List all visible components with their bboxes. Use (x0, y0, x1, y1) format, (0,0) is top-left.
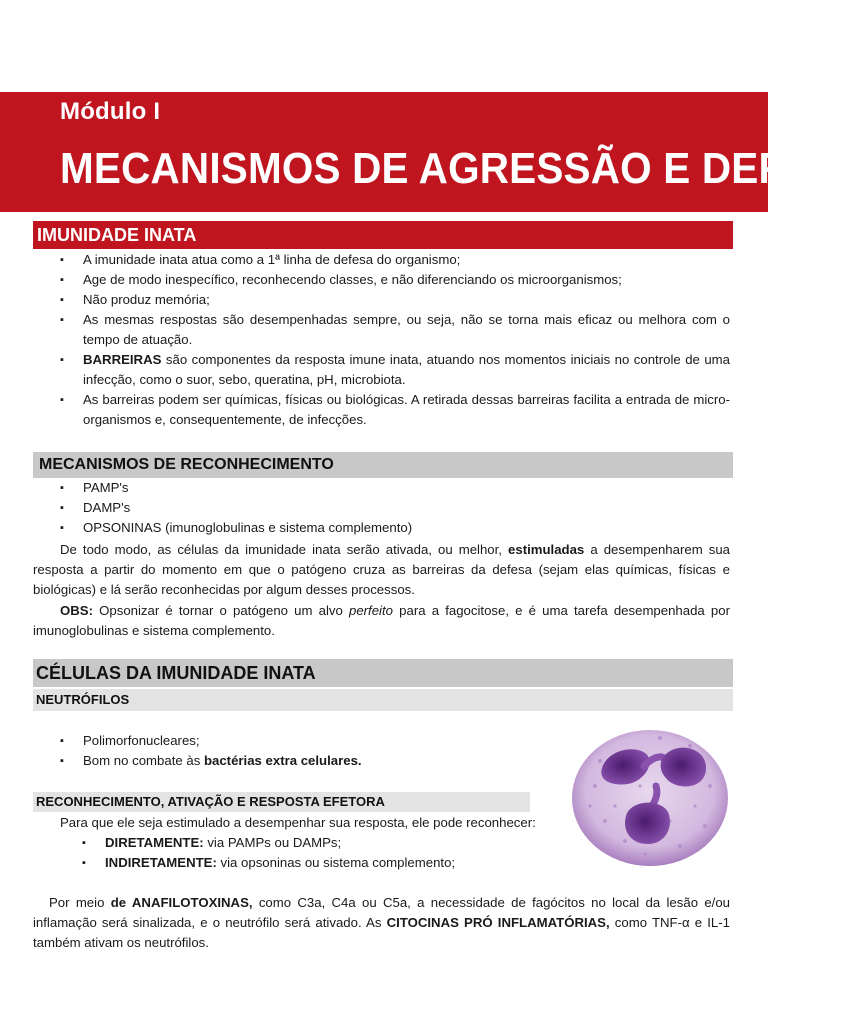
paragraph-estimuladas: De todo modo, as células da imunidade inata serão ativada, ou melhor, estimuladas a desempenharem sua resposta a partir do momento em que o patógeno cruza as barreiras da defesa (sejam elas químicas, físicas e biológicas) e lá serão reconhecidas por algum desses processos. (33, 542, 730, 597)
list-item: ▪ DIRETAMENTE: via PAMPs ou DAMPs; (82, 833, 522, 853)
reconhecimento-list (60, 478, 730, 538)
intro-reconhecer: Para que ele seja estimulado a desempenhar sua resposta, ele pode reconhecer: (60, 815, 536, 830)
list-item: ▪ Age de modo inespecífico, reconhecendo classes, e não diferenciando os microorganismos; (60, 270, 730, 290)
paragraph-anafilotoxinas: Por meio de ANAFILOTOXINAS, como C3a, C4a ou C5a, a necessidade de fagócitos no local da lesão e/ou inflamação será sinalizada, e o neutrófilo será ativado. As CITOCINAS PRÓ INFLAMATÓRIAS, como TNF-α e IL-1 também ativam os neutrófilos. (33, 895, 730, 950)
section-heading-celulas: CÉLULAS DA IMUNIDADE INATA (33, 659, 733, 687)
list-item: ▪ PAMP's (60, 478, 730, 498)
title-banner (0, 92, 867, 212)
list-item: ▪ Não produz memória; (60, 290, 730, 310)
page-title: MECANISMOS DE AGRESSÃO E DEFESA (60, 144, 867, 193)
module-label: Módulo I (60, 98, 161, 125)
obs-label: OBS: (60, 603, 93, 618)
reconhecimento-sub-list (82, 833, 522, 873)
subheading-reconhecimento: RECONHECIMENTO, ATIVAÇÃO E RESPOSTA EFETORA (33, 792, 530, 812)
list-item: ▪ INDIRETAMENTE: via opsoninas ou sistema complemento; (82, 853, 522, 873)
list-item: ▪ BARREIRAS são componentes da resposta imune inata, atuando nos momentos iniciais no controle de uma infecção, como o suor, sebo, queratina, pH, microbiota. (60, 350, 730, 390)
imunidade-inata-list (60, 250, 730, 430)
paragraph-obs: OBS: Opsonizar é tornar o patógeno um alvo perfeito para a fagocitose, e é uma tarefa desempenhada por imunoglobulinas e sistema complemento. (33, 603, 730, 638)
section-heading-mecanismos: MECANISMOS DE RECONHECIMENTO (33, 452, 733, 478)
neutrofilos-list (60, 731, 540, 771)
barreiras-term: BARREIRAS (83, 352, 162, 367)
list-item: ▪ DAMP's (60, 498, 730, 518)
list-item: ▪ Polimorfonucleares; (60, 731, 540, 751)
neutrophil-illustration (570, 726, 730, 868)
subheading-neutrofilos: NEUTRÓFILOS (33, 689, 733, 711)
list-item: ▪ Bom no combate às bactérias extra celulares. (60, 751, 540, 771)
list-item: ▪ OPSONINAS (imunoglobulinas e sistema complemento) (60, 518, 730, 538)
list-item: ▪ As barreiras podem ser químicas, físicas ou biológicas. A retirada dessas barreiras facilita a entrada de micro-organismos e, consequentemente, de infecções. (60, 390, 730, 430)
section-heading-imunidade-inata: IMUNIDADE INATA (33, 221, 733, 249)
list-item: ▪ A imunidade inata atua como a 1ª linha de defesa do organismo; (60, 250, 730, 270)
alpha-symbol: α (681, 915, 690, 930)
list-item: ▪ As mesmas respostas são desempenhadas sempre, ou seja, não se torna mais eficaz ou melhora com o tempo de atuação. (60, 310, 730, 350)
